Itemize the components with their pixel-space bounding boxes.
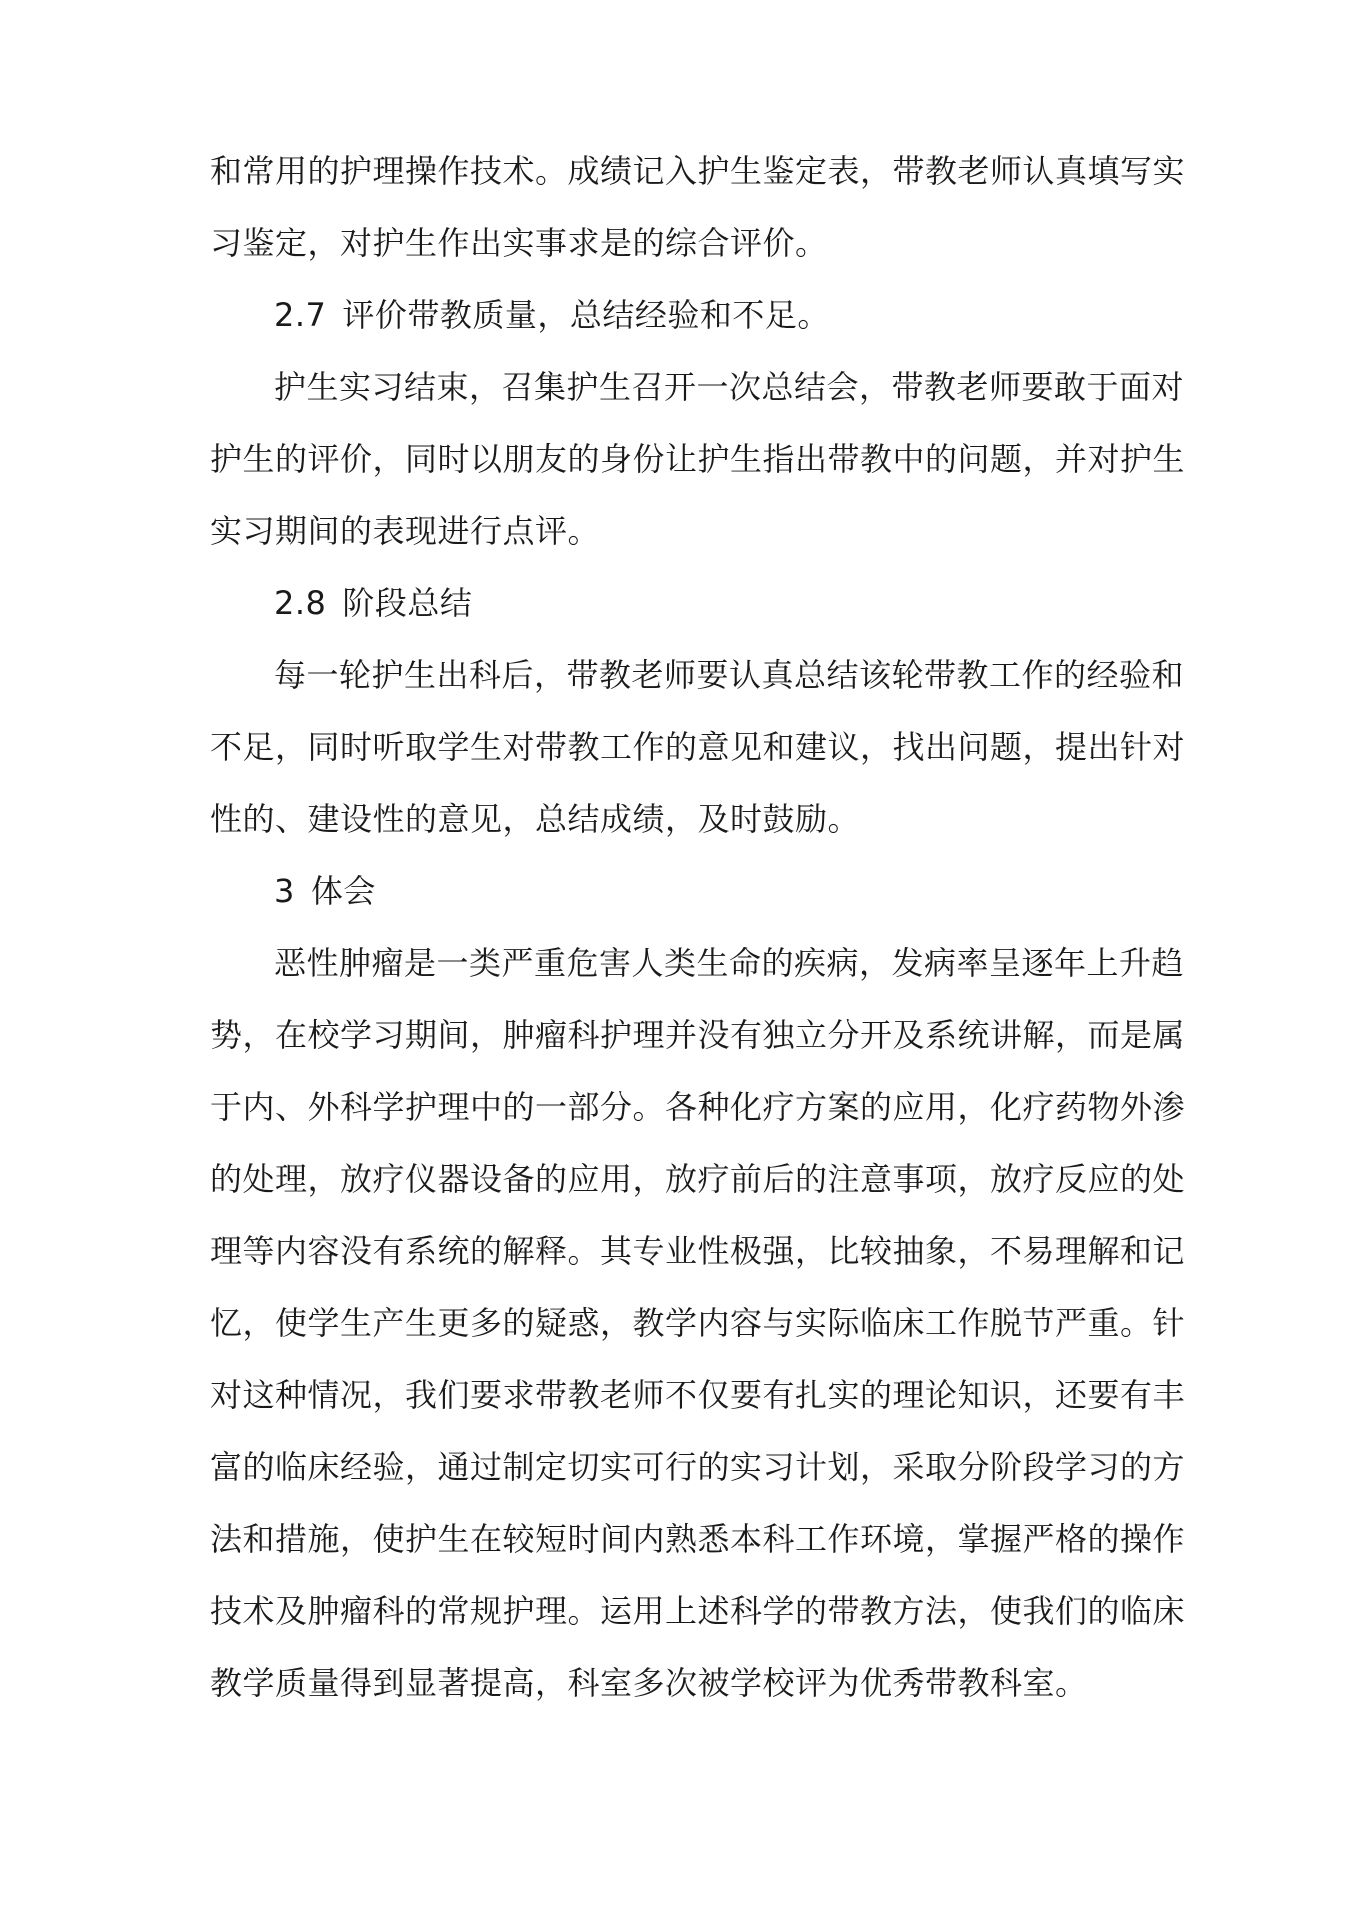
section-number: 3 bbox=[274, 872, 295, 910]
text-line: 教学质量得到显著提高，科室多次被学校评为优秀带教科室。 bbox=[210, 1664, 1088, 1702]
paragraph bbox=[210, 927, 1186, 1719]
text-line: 不足，同时听取学生对带教工作的意见和建议，找出问题，提出针对 bbox=[210, 728, 1186, 766]
section-number: 2.7 bbox=[274, 296, 327, 334]
text-line: 恶性肿瘤是一类严重危害人类生命的疾病，发病率呈逐年上升趋 bbox=[274, 944, 1185, 982]
section-title: 阶段总结 bbox=[342, 584, 473, 622]
text-line: 技术及肿瘤科的常规护理。运用上述科学的带教方法，使我们的临床 bbox=[210, 1592, 1186, 1630]
text-line: 势，在校学习期间，肿瘤科护理并没有独立分开及系统讲解，而是属 bbox=[210, 1016, 1186, 1054]
paragraph bbox=[210, 135, 1186, 279]
section-heading bbox=[210, 279, 1170, 351]
text-line: 忆，使学生产生更多的疑惑，教学内容与实际临床工作脱节严重。针 bbox=[210, 1304, 1186, 1342]
section-heading bbox=[210, 567, 1170, 639]
text-line: 的处理，放疗仪器设备的应用，放疗前后的注意事项，放疗反应的处 bbox=[210, 1160, 1186, 1198]
text-line: 和常用的护理操作技术。成绩记入护生鉴定表，带教老师认真填写实 bbox=[210, 152, 1186, 190]
text-line: 于内、外科学护理中的一部分。各种化疗方案的应用，化疗药物外渗 bbox=[210, 1088, 1186, 1126]
document-page bbox=[210, 135, 1186, 1719]
paragraph bbox=[210, 639, 1186, 855]
section-title: 评价带教质量，总结经验和不足。 bbox=[342, 296, 830, 334]
section-number: 2.8 bbox=[274, 584, 327, 622]
text-line: 理等内容没有系统的解释。其专业性极强，比较抽象，不易理解和记 bbox=[210, 1232, 1186, 1270]
text-line: 对这种情况，我们要求带教老师不仅要有扎实的理论知识，还要有丰 bbox=[210, 1376, 1186, 1414]
text-line: 富的临床经验，通过制定切实可行的实习计划，采取分阶段学习的方 bbox=[210, 1448, 1186, 1486]
text-line: 习鉴定，对护生作出实事求是的综合评价。 bbox=[210, 224, 828, 262]
paragraph bbox=[210, 351, 1186, 567]
section-title: 体会 bbox=[310, 872, 376, 910]
text-line: 性的、建设性的意见，总结成绩，及时鼓励。 bbox=[210, 800, 861, 838]
text-line: 每一轮护生出科后，带教老师要认真总结该轮带教工作的经验和 bbox=[274, 656, 1185, 694]
section-heading bbox=[210, 855, 1170, 927]
text-line: 实习期间的表现进行点评。 bbox=[210, 512, 601, 550]
text-line: 法和措施，使护生在较短时间内熟悉本科工作环境，掌握严格的操作 bbox=[210, 1520, 1186, 1558]
text-line: 护生实习结束，召集护生召开一次总结会，带教老师要敢于面对 bbox=[274, 368, 1185, 406]
text-line: 护生的评价，同时以朋友的身份让护生指出带教中的问题，并对护生 bbox=[210, 440, 1186, 478]
